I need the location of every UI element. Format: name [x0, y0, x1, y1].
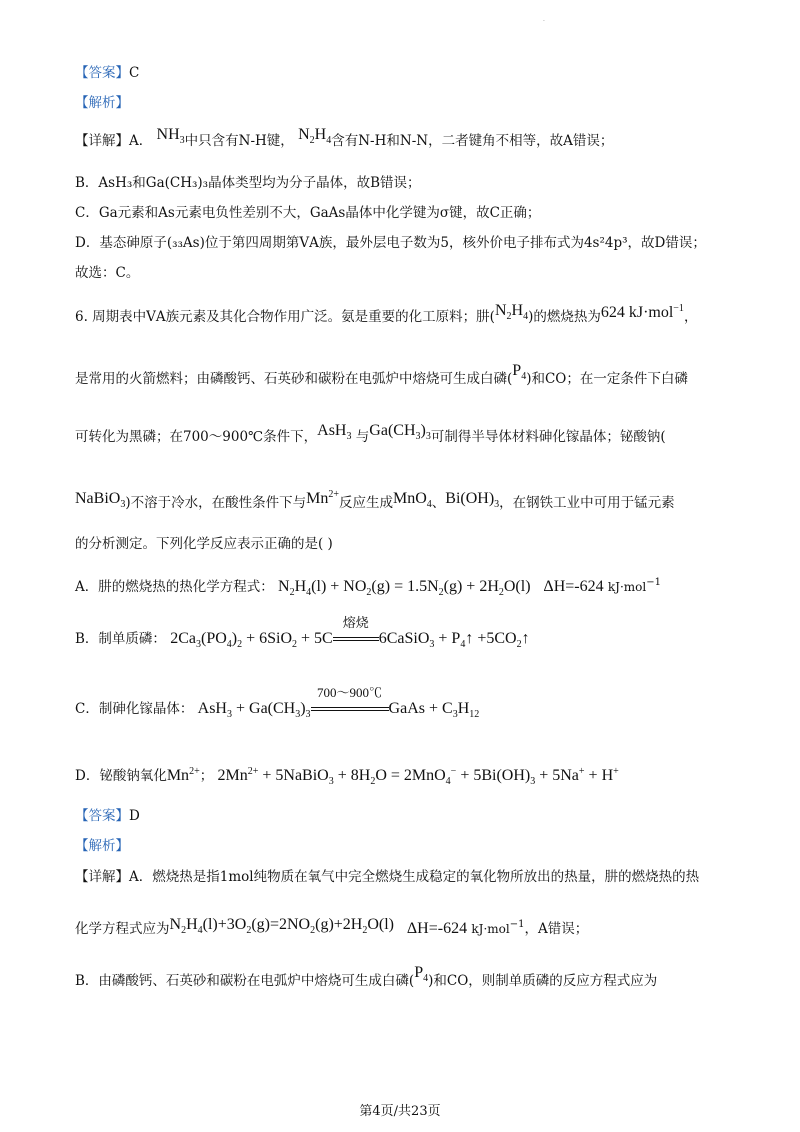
q6-text-1c: ， — [683, 309, 698, 325]
formula-mn2plus-d: $Mn^{2+}$ — [166, 766, 200, 784]
option-d — [75, 763, 619, 791]
formula-mno4: MnO$_4$ — [392, 490, 432, 510]
reaction-condition-c: 700～900℃ — [311, 700, 389, 718]
q6-text-4b: 反应生成 — [338, 495, 393, 511]
detail-line-d: D．基态砷原子(₃₃As)位于第四周期第ⅤA族，最外层电子数为5，核外价电子排布式为4s²4p³，故D错误； — [75, 235, 706, 251]
option-a-prefix: A． — [129, 133, 153, 149]
detail-tag: 【详解】 — [75, 133, 129, 149]
option-a-label: A．肼的燃烧热的热化学方程式： — [75, 579, 274, 595]
line-a-text2: 含有N-H和N-N，二者键角不相等，故A错误； — [331, 133, 614, 149]
answer-value: C — [129, 65, 140, 81]
analysis-label: 【解析】 — [75, 95, 129, 111]
q6-text-3c: 可制得半导体材料砷化镓晶体；铋酸钠( — [430, 429, 666, 445]
correct-unit: kJ·mol$^{-1}$ — [471, 919, 525, 936]
formula-p4: $P_4$ — [512, 362, 527, 382]
page-footer: 第4页/共23页 — [359, 1104, 441, 1119]
option-a-unit: kJ·mol$^{-1}$ — [607, 577, 661, 594]
option-b-label: B．制单质磷： — [75, 631, 166, 647]
formula-n2h4-b: $N_2H_4$ — [494, 302, 529, 322]
q6-text-1a: 6. 周期表中ⅤA族元素及其化合物作用广泛。氨是重要的化工原料；肼( — [75, 309, 495, 325]
option-c-equation: $AsH_3 + Ga(CH_3)_3$ 700～900℃ GaAs + $C_3H_{12}$ — [197, 685, 480, 720]
option-a-dh: ΔH=-624 — [543, 578, 604, 595]
q6-answer-tag: 【答案】 — [75, 808, 129, 824]
q6-analysis-tag — [75, 837, 129, 855]
option-b-equation: $2Ca_3(PO_4)_2 + 6SiO_2 + 5C$ 熔烧 6CaSiO$_3$ + $P_4↑$ $+5CO_2↑$ — [170, 615, 530, 650]
analysis-tag — [75, 94, 129, 112]
formula-p4-b: $P_4$ — [414, 964, 429, 984]
q6-text-2b: )和CO；在一定条件下白磷 — [526, 371, 688, 387]
detail-line-a — [75, 126, 614, 156]
formula-n2h4: $N_2H_4$ — [298, 126, 332, 146]
q6-explain-2b: ，A错误； — [524, 921, 589, 937]
formula-nabio3: NaBiO$_3$ — [75, 490, 126, 510]
q6-answer-value: D — [129, 808, 140, 824]
q6-text-4a: )不溶于冷水，在酸性条件下与 — [125, 495, 307, 511]
q6-stem-2 — [75, 362, 688, 394]
answer-line — [75, 64, 139, 82]
option-a — [75, 574, 661, 602]
q6-text-3b: 与 — [355, 429, 370, 445]
q6-text-4c: 、 — [431, 495, 446, 511]
q6-explain-3 — [75, 964, 658, 996]
option-d-label: D．铋酸钠氧化 — [75, 768, 167, 784]
q6-stem-5: 的分析测定。下列化学反应表示正确的是( ) — [75, 536, 333, 552]
q6-text-3a: 可转化为黑磷；在700～900℃条件下， — [75, 429, 318, 445]
correct-dh: ΔH=-624 — [406, 920, 468, 937]
formula-ash3: AsH$_3$ — [317, 422, 352, 442]
correct-equation: $N_2H_4(l)+3O_2(g)=2NO_2(g)+2H_2O(l)$ — [169, 916, 394, 936]
line-a-text1: 中只含有N-H键， — [184, 133, 294, 149]
scan-dot: · — [543, 18, 545, 25]
formula-ga-ch3-3: $Ga(CH_3)_3$ — [369, 422, 431, 442]
q6-explain-1-text: A．燃烧热是指1mol纯物质在氧气中完全燃烧生成稳定的氧化物所放出的热量，肼的燃烧热的热 — [129, 869, 700, 885]
detail-line-c: C．Ga元素和As元素电负性差别不大，GaAs晶体中化学键为σ键，故C正确； — [75, 205, 541, 221]
formula-bi-oh-3: $Bi(OH)_3$ — [445, 490, 500, 510]
formula-mn2plus: $Mn^{2+}$ — [306, 489, 339, 507]
answer-tag: 【答案】 — [75, 65, 129, 81]
option-a-equation: $N_2H_4(l) + NO_2(g) = 1.5N_2(g) + 2H_2O(l)$ — [278, 578, 531, 598]
q6-stem-3 — [75, 422, 666, 452]
option-b — [75, 615, 530, 654]
detail-choose: 故选：C。 — [75, 265, 140, 281]
option-c-label: C．制砷化镓晶体： — [75, 701, 194, 717]
q6-detail-tag: 【详解】 — [75, 869, 129, 885]
heat-value: 624 kJ·mol$^{-1}$ — [600, 303, 684, 321]
reaction-condition-b: 熔烧 — [333, 630, 379, 648]
q6-stem-4 — [75, 490, 675, 518]
q6-explain-2 — [75, 916, 588, 944]
q6-analysis-label: 【解析】 — [75, 838, 129, 854]
q6-text-2a: 是常用的火箭燃料；由磷酸钙、石英砂和碳粉在电弧炉中熔烧可生成白磷( — [75, 371, 513, 387]
q6-explain-2a: 化学方程式应为 — [75, 921, 170, 937]
option-d-equation: $2Mn^{2+}$ + 5NaBiO$_3$ + $8H_2O = 2MnO_4^- + 5Bi(OH)_3 + 5Na^+ + H^+$ — [217, 766, 619, 787]
detail-line-b: B．AsH₃和Ga(CH₃)₃晶体类型均为分子晶体，故B错误； — [75, 175, 421, 191]
formula-nh3: $NH_3$ — [156, 126, 185, 146]
option-c — [75, 685, 480, 724]
q6-answer-line — [75, 807, 140, 825]
q6-text-1b: )的燃烧热为 — [528, 309, 601, 325]
option-d-sep: ； — [199, 768, 214, 784]
q6-explain-3a: B．由磷酸钙、石英砂和碳粉在电弧炉中熔烧可生成白磷( — [75, 973, 415, 989]
q6-explain-3b: )和CO，则制单质磷的反应方程式应为 — [428, 973, 658, 989]
q6-stem-1 — [75, 304, 697, 332]
q6-text-4d: ，在钢铁工业中可用于锰元素 — [499, 495, 675, 511]
q6-explain-1 — [75, 868, 699, 886]
